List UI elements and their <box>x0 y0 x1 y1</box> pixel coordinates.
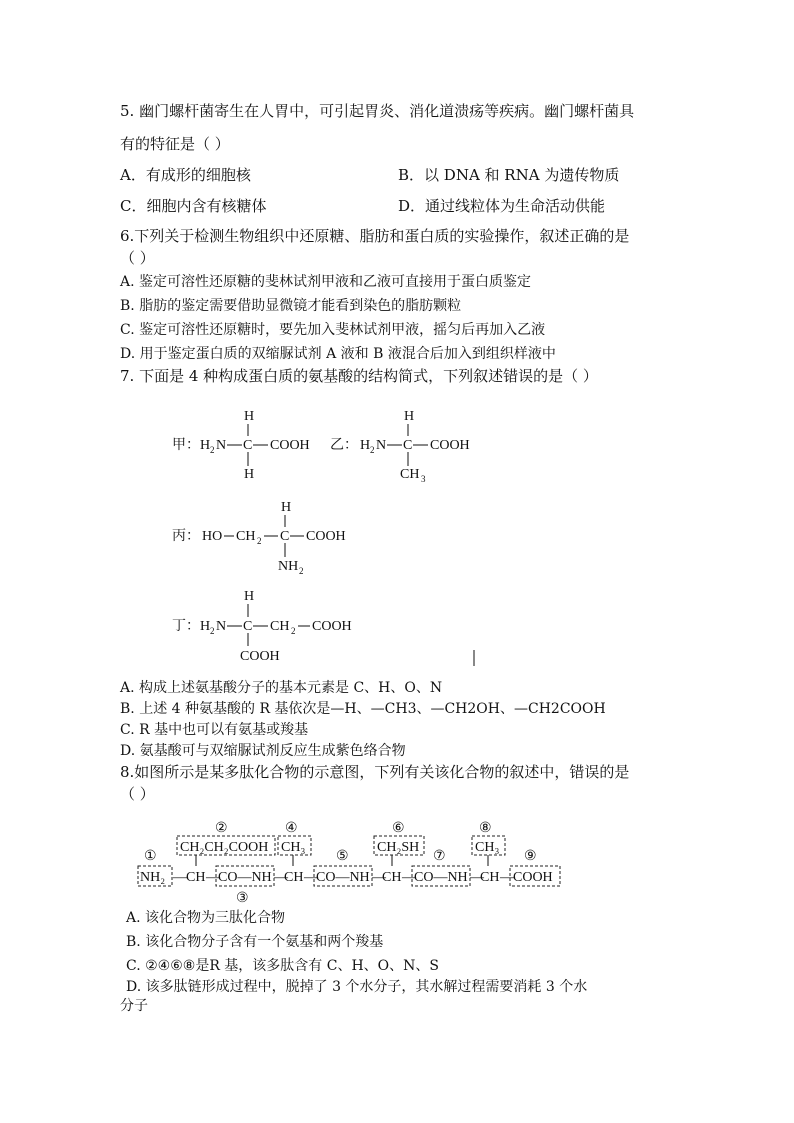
q8-option-d-line1: D. 该多肽链形成过程中，脱掉了 3 个水分子，其水解过程需要消耗 3 个水 <box>126 979 588 995</box>
marker-6: ⑥ <box>392 821 405 836</box>
svg-text:COOH: COOH <box>306 529 346 544</box>
q8-option-b: B. 该化合物分子含有一个氨基和两个羧基 <box>126 934 384 950</box>
r-group-2: CH₂CH₂COOH <box>180 840 269 855</box>
label-bing: 丙： <box>172 529 200 544</box>
svg-text:3: 3 <box>421 474 426 484</box>
q5-stem-line1: 5. 幽门螺杆菌寄生在人胃中，可引起胃炎、消化道溃疡等疾病。幽门螺杆菌具 <box>120 102 635 120</box>
label-ding: 丁： <box>172 619 200 634</box>
q8-option-a: A. 该化合物为三肽化合物 <box>126 910 286 926</box>
r-group-4: CH₃ <box>281 840 306 855</box>
marker-5: ⑤ <box>336 849 349 864</box>
svg-text:CH: CH <box>480 870 500 885</box>
q6-stem-line1: 6.下列关于检测生物组织中还原糖、脂肪和蛋白质的实验操作，叙述正确的是 <box>120 227 630 245</box>
marker-4: ④ <box>285 821 298 836</box>
svg-text:C: C <box>403 438 413 453</box>
r-group-6: CH₂SH <box>377 840 420 855</box>
svg-text:H: H <box>360 438 371 453</box>
svg-text:CH: CH <box>186 870 206 885</box>
marker-1: ① <box>144 849 157 864</box>
peptide-bond-5: CO—NH <box>316 870 370 885</box>
svg-text:HO: HO <box>202 529 223 544</box>
carboxyl-group: COOH <box>513 870 553 885</box>
svg-text:COOH: COOH <box>312 619 352 634</box>
svg-text:COOH: COOH <box>240 649 280 664</box>
q6-option-c: C. 鉴定可溶性还原糖时，要先加入斐林试剂甲液，摇匀后再加入乙液 <box>120 322 546 338</box>
structure-bing <box>172 500 346 576</box>
polypeptide-diagram <box>130 812 580 912</box>
q7-option-a: A. 构成上述氨基酸分子的基本元素是 C、H、O、N <box>120 680 443 696</box>
q7-stem: 7. 下面是 4 种构成蛋白质的氨基酸的结构简式，下列叙述错误的是（ ） <box>120 367 598 385</box>
svg-text:N: N <box>376 438 387 453</box>
svg-text:—: — <box>173 870 187 885</box>
svg-text:H: H <box>281 500 292 515</box>
q5-option-b: B．以 DNA 和 RNA 为遗传物质 <box>398 166 620 184</box>
q8-stem-line2: （ ） <box>120 785 155 803</box>
amino-group: NH₂ <box>140 870 166 885</box>
svg-text:C: C <box>243 438 253 453</box>
svg-text:—: — <box>470 870 484 885</box>
svg-text:H: H <box>200 619 211 634</box>
marker-8: ⑧ <box>479 821 492 836</box>
svg-text:—: — <box>402 870 416 885</box>
label-yi: 乙： <box>330 438 358 453</box>
svg-text:CH: CH <box>284 870 304 885</box>
marker-3: ③ <box>236 891 249 906</box>
structure-jia <box>172 409 310 482</box>
svg-text:2: 2 <box>370 445 375 455</box>
q6-option-a: A. 鉴定可溶性还原糖的斐林试剂甲液和乙液可直接用于蛋白质鉴定 <box>120 274 532 290</box>
svg-text:CH: CH <box>236 529 256 544</box>
structure-ding <box>172 589 352 664</box>
svg-text:C: C <box>243 619 253 634</box>
amino-acid-structures <box>160 400 580 670</box>
svg-text:N: N <box>216 619 227 634</box>
svg-text:CH: CH <box>382 870 402 885</box>
q6-option-b: B. 脂肪的鉴定需要借助显微镜才能看到染色的脂肪颗粒 <box>120 298 462 314</box>
q5-option-a: A．有成形的细胞核 <box>120 166 251 184</box>
svg-text:2: 2 <box>210 626 215 636</box>
svg-text:—: — <box>206 870 220 885</box>
q8-option-c: C. ②④⑥⑧是R 基，该多肽含有 C、H、O、N、S <box>126 958 439 974</box>
svg-text:COOH: COOH <box>430 438 470 453</box>
q6-stem-line2: （ ） <box>120 249 155 267</box>
q5-option-c: C．细胞内含有核糖体 <box>120 197 267 215</box>
svg-text:H: H <box>244 589 255 604</box>
svg-text:—: — <box>372 870 386 885</box>
svg-text:2: 2 <box>299 566 304 576</box>
svg-text:H: H <box>404 409 415 424</box>
svg-text:C: C <box>280 529 290 544</box>
q7-option-d: D. 氨基酸可与双缩脲试剂反应生成紫色络合物 <box>120 743 406 759</box>
marker-7: ⑦ <box>433 849 446 864</box>
q7-option-c: C. R 基中也可以有氨基或羧基 <box>120 722 309 738</box>
svg-text:—: — <box>304 870 318 885</box>
marker-2: ② <box>215 821 228 836</box>
svg-text:H: H <box>244 409 255 424</box>
svg-text:2: 2 <box>291 626 296 636</box>
svg-text:2: 2 <box>210 445 215 455</box>
svg-text:NH: NH <box>278 559 299 574</box>
label-jia: 甲： <box>172 438 200 453</box>
svg-text:CH: CH <box>270 619 290 634</box>
q7-option-b: B. 上述 4 种氨基酸的 R 基依次是—H、—CH3、—CH2OH、—CH2COOH <box>120 701 606 717</box>
svg-text:H: H <box>200 438 211 453</box>
svg-text:—: — <box>274 870 288 885</box>
svg-text:COOH: COOH <box>270 438 310 453</box>
peptide-bond-3: CO—NH <box>218 870 272 885</box>
q8-stem-line1: 8.如图所示是某多肽化合物的示意图，下列有关该化合物的叙述中，错误的是 <box>120 763 630 781</box>
svg-text:H: H <box>244 467 255 482</box>
marker-9: ⑨ <box>524 849 537 864</box>
q5-stem-line2: 有的特征是（ ） <box>120 135 230 153</box>
svg-text:CH: CH <box>400 467 420 482</box>
peptide-bond-7: CO—NH <box>414 870 468 885</box>
svg-text:—: — <box>500 870 514 885</box>
q5-option-d: D．通过线粒体为生命活动供能 <box>398 197 606 215</box>
r-group-8: CH₃ <box>475 840 500 855</box>
q8-option-d-line2: 分子 <box>120 998 148 1014</box>
q6-option-d: D. 用于鉴定蛋白质的双缩脲试剂 A 液和 B 液混合后加入到组织样液中 <box>120 346 556 362</box>
svg-text:2: 2 <box>257 536 262 546</box>
structure-yi <box>330 409 470 484</box>
svg-text:N: N <box>216 438 227 453</box>
